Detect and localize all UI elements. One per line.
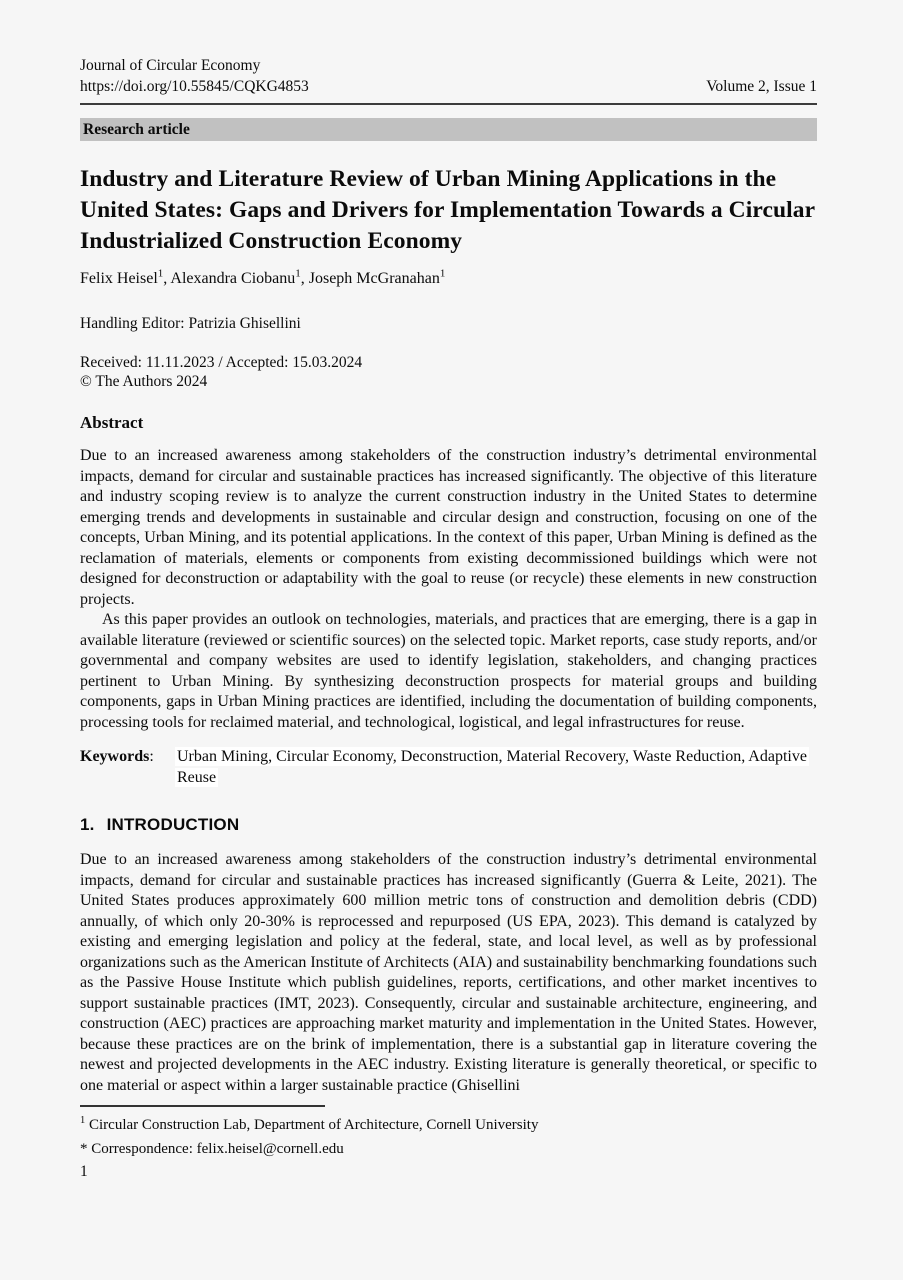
correspondence-label: * Correspondence: — [80, 1141, 197, 1158]
author-name: Joseph McGranahan — [308, 270, 440, 288]
abstract-paragraph-2: As this paper provides an outlook on technologies, materials, and practices that are emerging, there is a gap in available literature (reviewed or scientific sources) on the selected topic. Market reports, case study reports, and/or governmental and company websites are used to identify legislation, stakeholders, and changing practices pertinent to Urban Mining. By synthesizing deconstruction prospects for material groups and building components, gaps in Urban Mining practices are identified, including the documentation of building components, processing tools for reclaimed material, and technological, logistical, and legal infrastructures for reuse. — [80, 611, 817, 731]
received-accepted-line: Received: 11.11.2023 / Accepted: 15.03.2024 — [80, 354, 363, 372]
header-doi-row — [80, 77, 817, 105]
affiliation-text: Circular Construction Lab, Department of Architecture, Cornell University — [89, 1117, 539, 1134]
doi-link[interactable]: https://doi.org/10.55845/CQKG4853 — [80, 78, 309, 95]
issue-label: Volume 2, Issue 1 — [706, 78, 817, 95]
dates-block — [80, 353, 817, 391]
author-affiliation-marker: 1 — [157, 268, 164, 280]
correspondence-email-link[interactable]: felix.heisel@cornell.edu — [196, 1141, 344, 1158]
article-title: Industry and Literature Review of Urban Mining Applications in the United States: Gaps and Drivers for Implementation Towards a Circular Industrialized Construction Economy — [80, 166, 815, 254]
article-type-label: Research article — [83, 121, 190, 138]
author — [309, 270, 446, 287]
affiliation-footnote — [80, 1110, 817, 1136]
abstract-paragraph-1: Due to an increased awareness among stakeholders of the construction industry’s detrimental environmental impacts, demand for circular and sustainable practices has increased significantly. The objective of this literature and industry scoping review is to analyze the current construction industry in the United States to determine emerging trends and developments in sustainable and circular design and construction, focusing on one of the concepts, Urban Mining, and its potential applications. In the context of this paper, Urban Mining is defined as the reclamation of materials, elements or components from existing decommissioned buildings which were not designed for deconstruction or adaptability with the goal to reuse (or recycle) these elements in new construction projects. — [80, 447, 817, 608]
handling-editor-line: Handling Editor: Patrizia Ghisellini — [80, 315, 301, 333]
copyright-line: © The Authors 2024 — [80, 373, 208, 391]
author — [80, 270, 170, 287]
keywords-row — [80, 746, 817, 788]
footnote-divider — [80, 1105, 325, 1107]
author-affiliation-marker: 1 — [295, 268, 301, 280]
author-name: Alexandra Ciobanu — [170, 270, 296, 288]
author — [170, 270, 308, 287]
page-number: 1 — [80, 1163, 88, 1181]
abstract-heading: Abstract — [80, 413, 144, 433]
correspondence-footnote — [80, 1139, 817, 1160]
affiliation-marker: 1 — [80, 1115, 86, 1127]
keywords-label: Keywords: — [80, 748, 154, 766]
author-name: Felix Heisel — [80, 270, 158, 288]
keywords-values: Urban Mining, Circular Economy, Deconstruction, Material Recovery, Waste Reduction, Adaptive Reuse — [177, 748, 807, 787]
section-heading-introduction — [80, 815, 817, 835]
section-number: 1. — [80, 815, 95, 835]
section-title: INTRODUCTION — [106, 815, 240, 835]
journal-name: Journal of Circular Economy — [80, 57, 261, 74]
author-affiliation-marker: 1 — [439, 268, 446, 280]
article-type-banner — [80, 118, 817, 141]
introduction-paragraph: Due to an increased awareness among stakeholders of the construction industry’s detrimental environmental impacts, demand for circular and sustainable practices has increased significantly (Guerra & Leite, 2021). The United States produces approximately 600 million metric tons of construction and demolition debris (CDD) annually, of which only 20-30% is reprocessed and repurposed (US EPA, 2023). This demand is catalyzed by existing and emerging legislation and policy at the federal, state, and local level, as well as by professional organizations such as the American Institute of Architects (AIA) and sustainability benchmarking foundations such as the Passive House Institute which publish guidelines, reports, certifications, and other market incentives to support sustainable practices (IMT, 2023). Consequently, circular and sustainable architecture, engineering, and construction (AEC) practices are approaching market maturity and implementation in the United States. However, because these practices are on the brink of implementation, there is a substantial gap in literature covering the newest and projected developments in the AEC industry. Existing literature is generally theoretical, or specific to one material or aspect within a larger sustainable practice (Ghisellini — [80, 851, 817, 1094]
author-list — [80, 268, 817, 288]
